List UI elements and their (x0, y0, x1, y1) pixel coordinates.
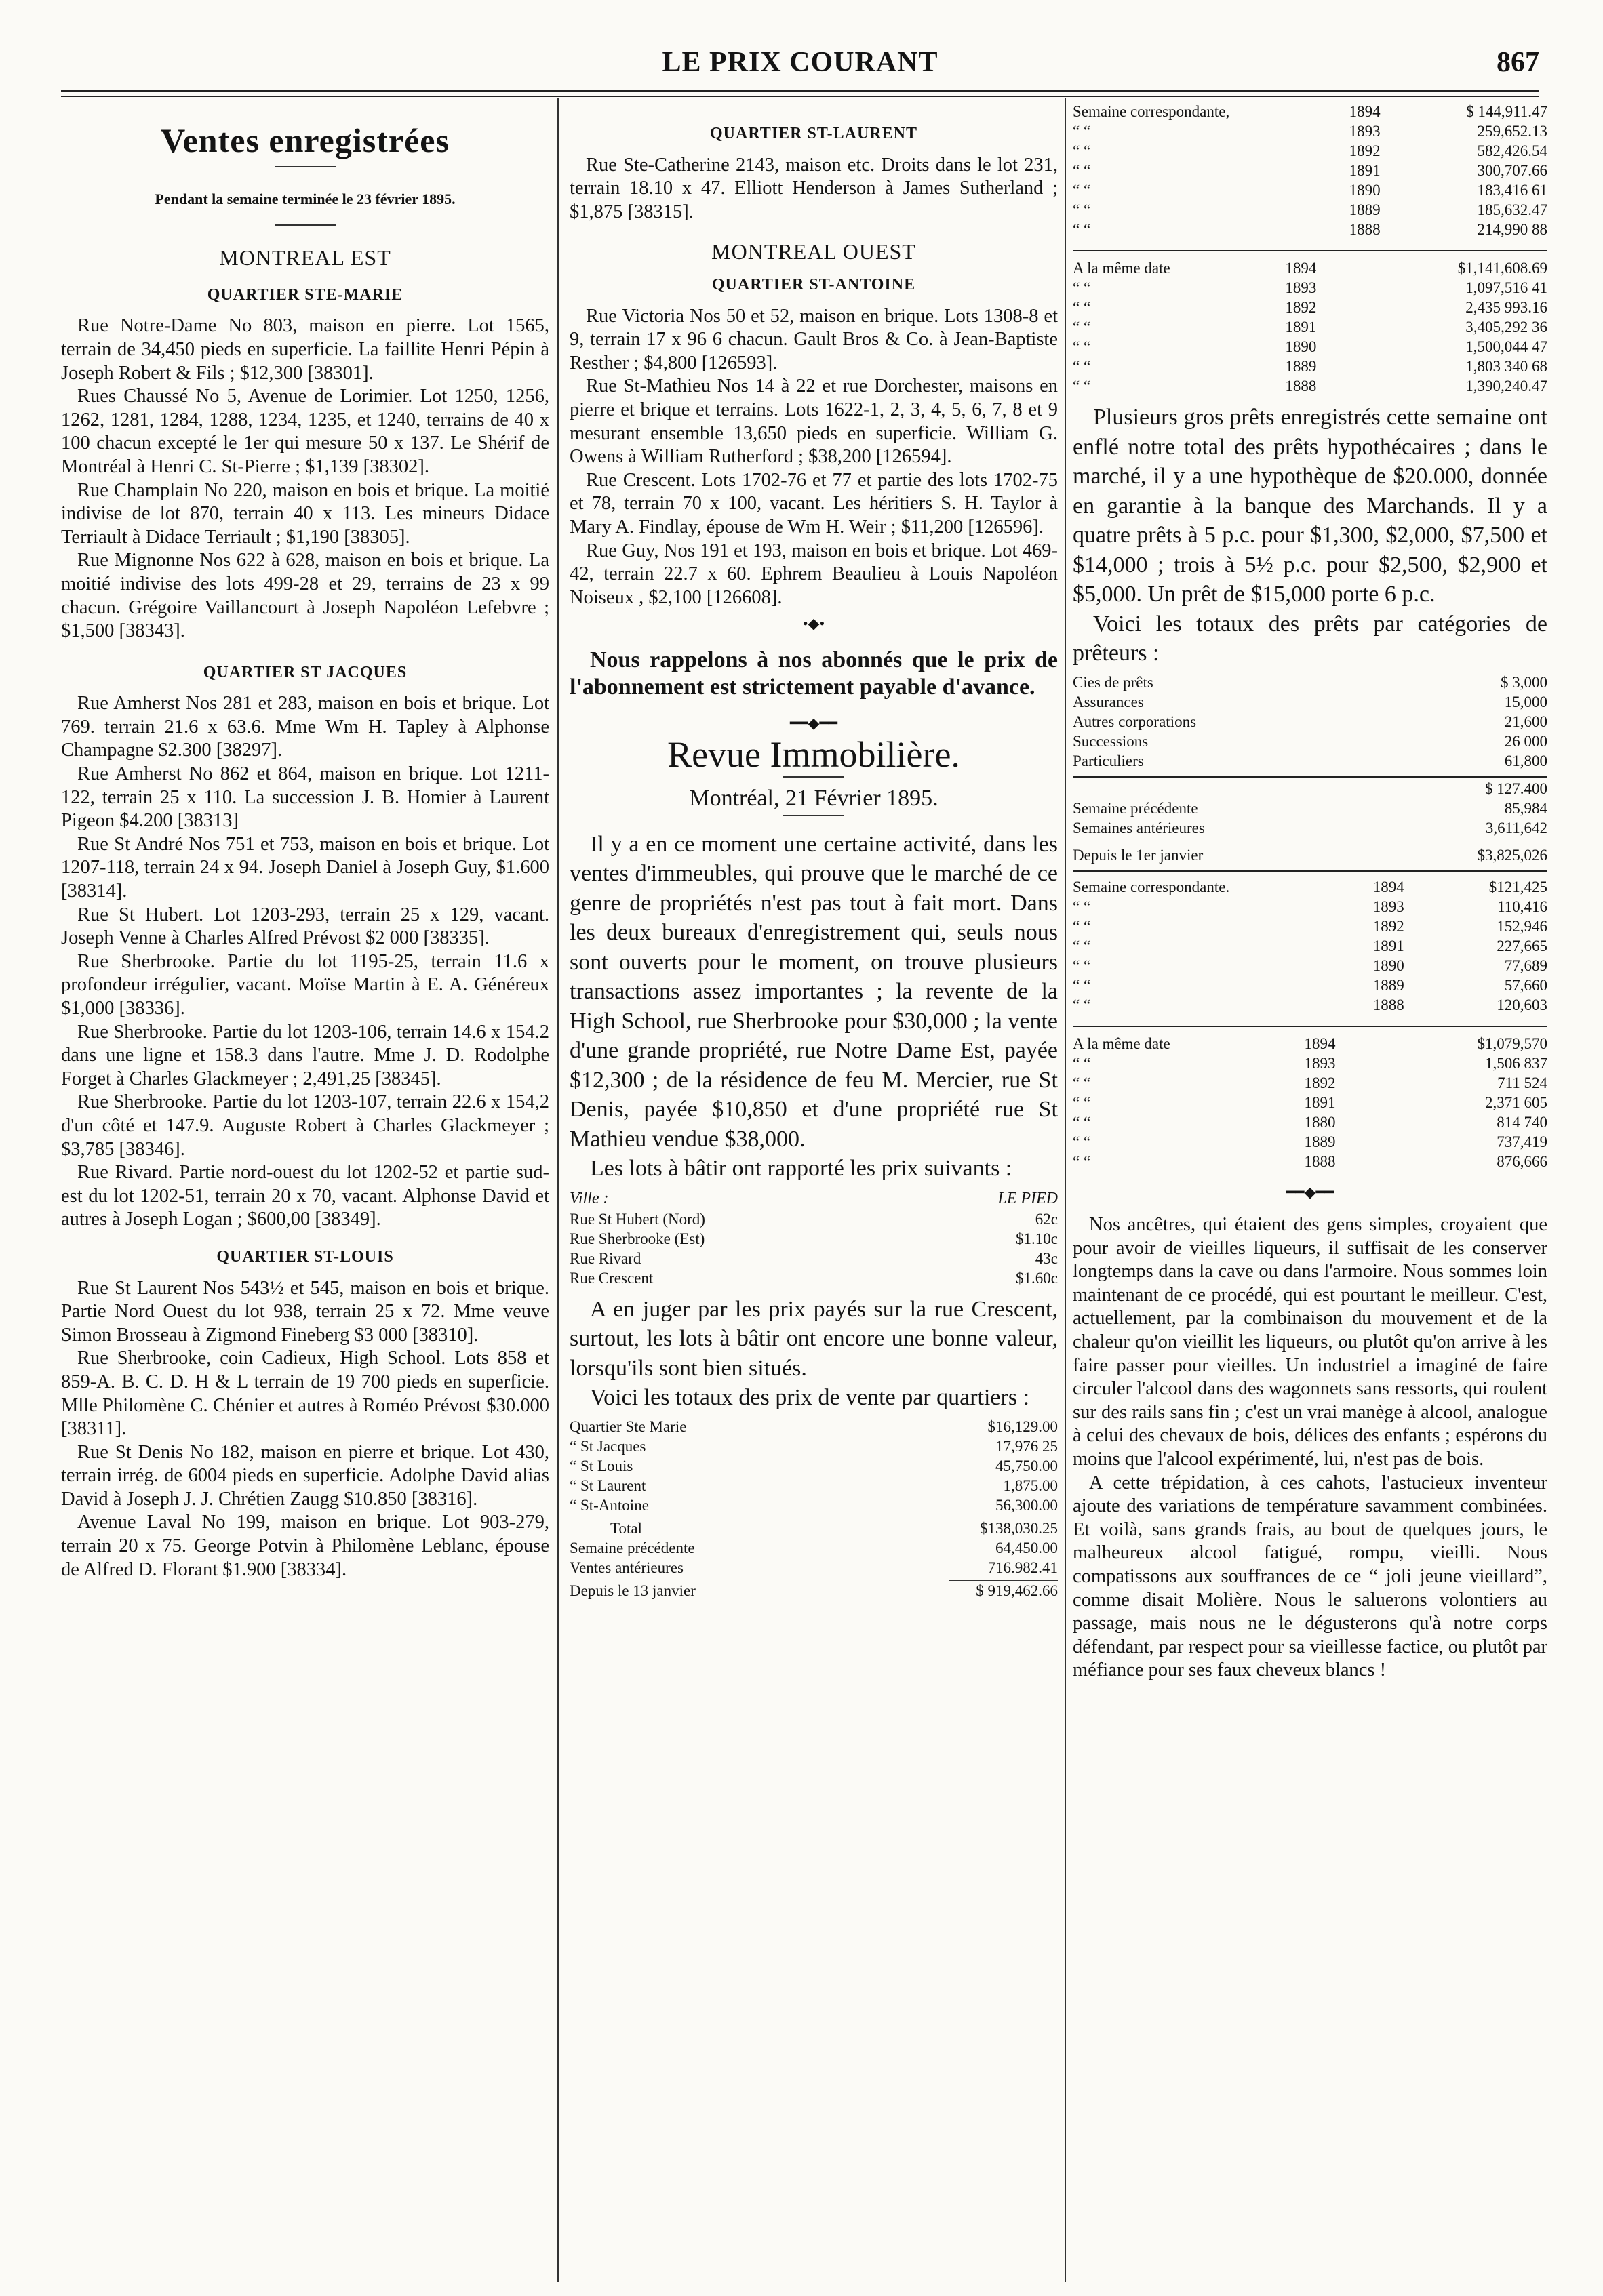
row-label: “ “ (1073, 279, 1091, 296)
row-value: 2,435 993.16 (1465, 299, 1547, 316)
total-row: Total $138,030.25 (610, 1519, 1058, 1537)
row-label: “ “ (1073, 182, 1091, 199)
entries-st-jacques (61, 692, 549, 1232)
row-label: “ “ (1073, 299, 1091, 316)
table-row (1073, 200, 1547, 220)
row-value: 120,603 (1497, 996, 1547, 1013)
quartier-st-laurent: QUARTIER ST-LAURENT (709, 125, 917, 142)
sale-entry: Rue Rivard. Partie nord-ouest du lot 1202-52 et partie sud-est du lot 1202-51, terrain 20 x 70, vacant. Alphonse David et autres à Joseph Logan ; $600,00 [38349]. (61, 1162, 549, 1230)
subscription-notice: Nous rappelons à nos abonnés que le prix de l'abonnement est strictement payable d'avance. (570, 647, 1058, 700)
table-row (1073, 1073, 1547, 1093)
row-value: $16,129.00 (987, 1417, 1058, 1435)
row-value: 259,652.13 (1477, 123, 1547, 140)
sale-entry: Rue Victoria Nos 50 et 52, maison en brique. Lots 1308-8 et 9, terrain 17 x 96 6 chacun. Gault Bros & Co. à Jean-Baptiste Resther ; $4,800 [126593]. (570, 305, 1058, 374)
row-label: A la même date (1073, 1034, 1170, 1052)
row-value: 57,660 (1504, 976, 1547, 994)
prets-meme-date-table (1073, 1034, 1547, 1171)
table-row (1073, 956, 1547, 975)
divider (1073, 1026, 1547, 1027)
header-rule (61, 90, 1539, 92)
table-row (570, 1249, 1058, 1268)
row-label: Autres corporations (1073, 712, 1197, 730)
semaine-precedente-row: Semaine précédente 64,450.00 (570, 1539, 1058, 1556)
table-row (1073, 102, 1547, 121)
row-label: Cies de prêts (1073, 673, 1153, 691)
row-value: 711 524 (1497, 1074, 1547, 1091)
table-row (1073, 917, 1547, 936)
row-year: 1892 (1285, 299, 1317, 316)
table-row (1073, 1152, 1547, 1171)
ville-header: Ville : (570, 1189, 908, 1209)
dateline: Montréal, 21 Février 1895. (689, 786, 938, 811)
row-value: $1,079,570 (1477, 1034, 1547, 1052)
prets-semaine-precedente-row: Semaine précédente 85,984 (1073, 799, 1547, 817)
row-year: 1891 (1349, 162, 1381, 179)
table-row (1073, 1112, 1547, 1132)
row-label: Successions (1073, 732, 1149, 750)
table-row (1073, 278, 1547, 298)
row-value: 2,371 605 (1485, 1093, 1547, 1111)
row-value: 62c (1035, 1210, 1058, 1228)
revue-paragraph-1: Il y a en ce moment une certaine activité, dans les ventes d'immeubles, qui prouve que le marché de ce genre de propriétés n'est pas tout à fait mort. Dans les deux bureaux d'enregistrement qui, seuls nous sont ouverts pour le moment, on trouve plusieurs transactions assez importantes ; la revente de la High School, rue Sherbrooke pour $30,000 ; la vente d'une grande propriété, rue Notre Dame Est, payée $12,300 ; de la résidence de feu M. Mercier, rue St Denis, payée $10,850 et d'une propriété rue St Mathieu vendue $38,000. (570, 831, 1058, 1152)
revue-paragraph-4: Voici les totaux des prix de vente par quartiers : (590, 1385, 1030, 1411)
row-value: 227,665 (1497, 937, 1547, 954)
row-year: 1891 (1304, 1093, 1336, 1111)
table-row (570, 1268, 1058, 1288)
row-value: 300,707.66 (1477, 162, 1547, 179)
column-3 (1073, 102, 1547, 1683)
row-value: 26 000 (1504, 732, 1547, 750)
row-label: Rue St Hubert (Nord) (570, 1210, 705, 1228)
row-year: 1888 (1349, 221, 1381, 238)
lot-price-table (570, 1189, 1058, 1288)
row-year: 1890 (1349, 182, 1381, 199)
section-montreal-est: MONTREAL EST (219, 245, 391, 270)
row-year: 1894 (1349, 103, 1381, 120)
row-year: 1890 (1372, 956, 1404, 974)
row-year: 1889 (1304, 1133, 1336, 1150)
quartier-summary-table (570, 1518, 1058, 1577)
row-value: 1,097,516 41 (1465, 279, 1547, 296)
row-value: 1,390,240.47 (1465, 378, 1547, 395)
table-row (1073, 1034, 1547, 1053)
entries-ste-marie (61, 315, 549, 643)
divider (275, 224, 336, 226)
lot-price-rows (570, 1209, 1058, 1288)
prets-depuis-table (1073, 845, 1547, 865)
row-value: 185,632.47 (1477, 201, 1547, 218)
sale-entry: Rue Sherbrooke. Partie du lot 1195-25, terrain 11.6 x profondeur irrégulier, vacant. Moïse Martin à E. A. Généreux $1,000 [38336]. (61, 950, 549, 1019)
sale-entry: Rue St André Nos 751 et 753, maison en bois et brique. Lot 1207-118, terrain 24 x 94. Joseph Daniel à Joseph Guy, $1.600 [38314]. (61, 833, 549, 902)
row-year: 1893 (1349, 123, 1381, 140)
row-label: “ “ (1073, 956, 1091, 974)
journal-title: LE PRIX COURANT (662, 47, 938, 78)
divider (1073, 870, 1547, 872)
row-label: “ “ (1073, 319, 1091, 336)
row-value: 21,600 (1504, 712, 1547, 730)
revue-title: Revue Immobilière. (667, 734, 960, 776)
row-value: 214,990 88 (1477, 221, 1547, 238)
table-row (1073, 161, 1547, 180)
row-label: “ “ (1073, 1074, 1091, 1091)
row-value: 43c (1035, 1249, 1058, 1267)
prets-semaines-anterieures-row: Semaines antérieures 3,611,642 (1073, 819, 1547, 837)
table-row (570, 1417, 1058, 1436)
table-row (1073, 141, 1547, 161)
table-row (1073, 1093, 1547, 1112)
ventes-semaine-correspondante-table (1073, 102, 1547, 239)
ventes-meme-date-table (1073, 258, 1547, 396)
row-value: $121,425 (1488, 878, 1547, 895)
quartier-st-jacques: QUARTIER ST JACQUES (203, 663, 408, 681)
row-value: 1,875.00 (1003, 1476, 1058, 1494)
ventes-anterieures-row: Ventes antérieures 716.982.41 (570, 1558, 1058, 1576)
row-label: “ “ (1073, 1133, 1091, 1150)
section-montreal-ouest: MONTREAL OUEST (711, 239, 916, 264)
row-year: 1888 (1372, 996, 1404, 1013)
table-row (1073, 995, 1547, 1015)
entries-st-antoine (570, 305, 1058, 610)
table-row (1073, 298, 1547, 317)
row-label: A la même date (1073, 260, 1170, 277)
row-value: 1,506 837 (1485, 1054, 1547, 1072)
ventes-subheading: Pendant la semaine terminée le 23 février 1895. (155, 190, 456, 207)
row-year: 1893 (1372, 898, 1404, 915)
row-label: “ “ (1073, 976, 1091, 994)
prets-depuis-row: Depuis le 1er janvier $3,825,026 (1073, 846, 1547, 864)
row-value: 17,976 25 (995, 1437, 1058, 1455)
column-divider-1 (557, 98, 559, 2282)
sale-entry: Avenue Laval No 199, maison en brique. Lot 903-279, terrain 20 x 75. George Potvin à Philomène Leblanc, épouse de Alfred D. Florant $1.900 [38334]. (61, 1512, 549, 1580)
row-value: 582,426.54 (1477, 142, 1547, 159)
sale-entry: Rue Sherbrooke. Partie du lot 1203-106, terrain 14.6 x 154.2 dans une ligne et 158.3 dans l'autre. Mme J. D. Rodolphe Forget à Charles Glackmeyer ; 2,491,25 [38345]. (61, 1021, 549, 1089)
quartier-st-antoine: QUARTIER ST-ANTOINE (711, 275, 916, 294)
table-row (1073, 376, 1547, 396)
table-row (1073, 897, 1547, 917)
sale-entry: Rue Notre-Dame No 803, maison en pierre. Lot 1565, terrain de 34,450 pieds en superficie. La faillite Henri Pépin à Joseph Robert & Fils ; $12,300 [38301]. (61, 315, 549, 384)
sale-entry: Rue Sherbrooke, coin Cadieux, High School. Lots 858 et 859-A. B. C. D. H & L terrain de 19 700 pieds en superficie. Mlle Philomène C. Chénier et autres à Roméo Prévost $30.000 [38311]. (61, 1348, 549, 1440)
sale-entry: Rue Ste-Catherine 2143, maison etc. Droits dans le lot 231, terrain 18.10 x 47. Elliott Henderson à James Sutherland ; $1,875 [38315]. (570, 154, 1058, 222)
quartier-totals-table (570, 1417, 1058, 1515)
row-label: Semaine correspondante, (1073, 103, 1230, 120)
prets-paragraph-2: Voici les totaux des prêts par catégories de prêteurs : (1073, 611, 1547, 666)
table-row (1073, 357, 1547, 376)
quartier-rows (570, 1417, 1058, 1515)
table-row (1073, 258, 1547, 278)
depuis-row: Depuis le 13 janvier $ 919,462.66 (570, 1582, 1058, 1599)
row-value: 1,500,044 47 (1465, 338, 1547, 355)
sale-entry: Rue Champlain No 220, maison en bois et brique. La moitié indivise de lot 870, terrain 40 x 113. Les mineurs Didace Terriault à Didace Terriault ; $1,190 [38305]. (61, 479, 549, 548)
row-value: 737,419 (1497, 1133, 1547, 1150)
row-value: $1.60c (1016, 1269, 1058, 1287)
column-divider-2 (1065, 98, 1066, 2282)
row-label: Rue Crescent (570, 1269, 654, 1287)
row-label: “ “ (1073, 917, 1091, 935)
row-label: “ St Jacques (570, 1437, 646, 1455)
row-year: 1888 (1304, 1152, 1336, 1170)
table-row (1073, 731, 1547, 751)
entries-st-louis (61, 1277, 549, 1582)
row-value: 56,300.00 (995, 1496, 1058, 1514)
divider (783, 776, 844, 778)
quartier-ste-marie: QUARTIER STE-MARIE (207, 285, 403, 304)
prets-total-row: $ 127.400 (1485, 780, 1547, 797)
row-year: 1880 (1304, 1113, 1336, 1131)
quartier-depuis-table (570, 1581, 1058, 1600)
row-value: 77,689 (1504, 956, 1547, 974)
row-value: 1,803 340 68 (1465, 358, 1547, 375)
row-value: 61,800 (1504, 752, 1547, 769)
sale-entry: Rue Mignonne Nos 622 à 628, maison en bois et brique. La moitié indivise des lots 499-28 et 29, terrains de 23 x 99 chacun. Grégoire Vaillancourt à Joseph Napoléon Lefebvre ; $1,500 [38343]. (61, 550, 549, 642)
sale-entry: Rue Sherbrooke. Partie du lot 1203-107, terrain 22.6 x 154,2 d'un côté et 147.9. Auguste Robert à Charles Glackmeyer ; $3,785 [38346]. (61, 1091, 549, 1160)
table-row (1073, 1132, 1547, 1152)
row-label: “ “ (1073, 201, 1091, 218)
row-label: “ “ (1073, 1152, 1091, 1170)
row-label: “ “ (1073, 996, 1091, 1013)
row-label: Rue Rivard (570, 1249, 641, 1267)
row-label: “ “ (1073, 937, 1091, 954)
table-row (1073, 877, 1547, 897)
row-value: $1.10c (1016, 1230, 1058, 1247)
sale-entry: Rue Crescent. Lots 1702-76 et 77 et partie des lots 1702-75 et 78, terrain 70 x 100, vacant. Les héritiers S. H. Taylor à Mary A. Findlay, épouse de Wm H. Weir ; $11,200 [126596]. (570, 469, 1058, 538)
row-label: “ “ (1073, 221, 1091, 238)
row-year: 1889 (1349, 201, 1381, 218)
sale-entry: Rue Guy, Nos 191 et 193, maison en bois et brique. Lot 469-42, terrain 22.7 x 60. Ephrem Beaulieu à Louis Napoléon Noiseux , $2,100 [126608]. (570, 540, 1058, 608)
divider (1073, 776, 1547, 778)
row-year: 1892 (1372, 917, 1404, 935)
row-value: $ 3,000 (1501, 673, 1547, 691)
divider (1073, 250, 1547, 251)
row-year: 1888 (1285, 378, 1317, 395)
row-year: 1892 (1349, 142, 1381, 159)
revue-paragraph-3: A en juger par les prix payés sur la rue Crescent, surtout, les lots à bâtir ont encore une bonne valeur, lorsqu'ils sont bien situés. (570, 1296, 1058, 1381)
revue-paragraph-2: Les lots à bâtir ont rapporté les prix suivants : (590, 1156, 1012, 1182)
row-value: 183,416 61 (1477, 182, 1547, 199)
ventes-heading: Ventes enregistrées (161, 121, 450, 159)
sale-entry: Rues Chaussé No 5, Avenue de Lorimier. Lot 1250, 1256, 1262, 1281, 1284, 1288, 1234, 1235, et 1240, terrains de 40 x 100 chacun excepté le 1er qui mesure 50 x 137. Le Shérif de Montréal à Henri C. St-Pierre ; $1,139 [38302]. (61, 386, 549, 477)
story-paragraph-1: Nos ancêtres, qui étaient des gens simples, croyaient que pour avoir de vieilles liqueurs, il suffisait de les conserver longtemps dans la cave ou dans l'armoire. Nous sommes loin maintenant de ce procédé, qui est pourtant le meilleur. C'est, actuellement, par la combinaison du mouvement et de la chaleur qu'on vieillit les liqueurs, ou plutôt qu'on arrive à les faire passer pour vieilles. Un industriel a imaginé de faire circuler l'alcool dans des wagonnets sans ressorts, qui roulent sur des rails sans fin ; c'est un vrai manège à alcool, analogue à celui des chevaux de bois, délices des enfants ; espérons du moins que l'alcool expérimenté, lui, n'est pas de bois. (1073, 1214, 1547, 1470)
table-row (1073, 751, 1547, 771)
row-year: 1889 (1372, 976, 1404, 994)
table-row (1073, 712, 1547, 731)
row-label: “ “ (1073, 358, 1091, 375)
row-label: “ “ (1073, 898, 1091, 915)
row-label: “ “ (1073, 142, 1091, 159)
sale-entry: Rue St Laurent Nos 543½ et 545, maison en bois et brique. Partie Nord Ouest du lot 938, terrain 25 x 72. Mme veuve Simon Brosseau à Zigmond Fineberg $3 000 [38310]. (61, 1277, 549, 1346)
quartier-st-louis: QUARTIER ST-LOUIS (216, 1247, 394, 1266)
running-header (61, 46, 1539, 87)
row-year: 1891 (1285, 319, 1317, 336)
row-label: Rue Sherbrooke (Est) (570, 1230, 705, 1247)
row-year: 1894 (1372, 878, 1404, 895)
divider (783, 815, 844, 816)
row-label: “ “ (1073, 1054, 1091, 1072)
prets-paragraph-1: Plusieurs gros prêts enregistrés cette semaine ont enflé notre total des prêts hypothécaires ; dans le marché, il y a une hypothèque de $20.000, donnée en garantie à la banque des Marchands. Il y a quatre prêts à 5 p.c. pour $1,300, $2,000, $7,500 et $14,000 ; trois à 5½ p.c. pour $2,500, $2,900 et $5,000. Un prêt de $15,000 porte 6 p.c. (1073, 405, 1547, 607)
table-row (1073, 337, 1547, 357)
sale-entry: Rue St Denis No 182, maison en pierre et brique. Lot 430, terrain irrég. de 6004 pieds en superficie. Adolphe David alias David à Joseph J. J. Chrétien Zaugg $10.850 [38316]. (61, 1441, 549, 1510)
row-value: 876,666 (1497, 1152, 1547, 1170)
table-row (570, 1456, 1058, 1476)
row-label: Quartier Ste Marie (570, 1417, 687, 1435)
row-year: 1893 (1304, 1054, 1336, 1072)
row-value: $1,141,608.69 (1457, 260, 1547, 277)
entries-st-laurent (570, 154, 1058, 224)
row-label: “ St Louis (570, 1457, 633, 1474)
row-label: “ “ (1073, 1113, 1091, 1131)
row-label: Semaine correspondante. (1073, 878, 1230, 895)
row-label: “ “ (1073, 338, 1091, 355)
sale-entry: Rue St Hubert. Lot 1203-293, terrain 25 x 129, vacant. Joseph Venne à Charles Alfred Prévost $2 000 [38335]. (61, 904, 549, 949)
table-row (1073, 317, 1547, 337)
row-year: 1891 (1372, 937, 1404, 954)
table-row (1073, 121, 1547, 141)
story-paragraph-2: A cette trépidation, à ces cahots, l'astucieux inventeur ajoute des variations de température savamment combinées. Et voilà, sans grands frais, au bout de quelques jours, le malheureux alcool fatigué, rompu, vieilli. Nous compatissons aux souffrances de ce “ joli jeune vieillard”, comme disait Molière. Nous le saluerons volontiers au passage, mais nous ne le dégusterons qu'à notre corps défendant, par respect pour sa vieillesse factice, ou plutôt par méfiance pour ses faux cheveux blancs ! (1073, 1472, 1547, 1681)
row-value: 814 740 (1497, 1113, 1547, 1131)
row-year: 1892 (1304, 1074, 1336, 1091)
prets-summary-table (1073, 779, 1547, 838)
row-label: “ “ (1073, 1093, 1091, 1111)
sale-entry: Rue St-Mathieu Nos 14 à 22 et rue Dorchester, maisons en pierre et brique et terrains. Lots 1622-1, 2, 3, 4, 5, 6, 7, 8 et 9 mesurant ensemble 13,650 pieds en superficie. William G. Owens à William Rutherford ; $38,200 [126594]. (570, 376, 1058, 468)
row-value: 15,000 (1504, 693, 1547, 710)
table-row (1073, 672, 1547, 692)
table-row (570, 1229, 1058, 1249)
column-2 (570, 102, 1058, 1600)
row-label: “ “ (1073, 162, 1091, 179)
row-label: “ “ (1073, 123, 1091, 140)
table-row (1073, 1053, 1547, 1073)
prets-categories-table (1073, 672, 1547, 771)
row-label: Particuliers (1073, 752, 1144, 769)
ornament-divider: ━━◆━━ (1286, 1183, 1334, 1201)
sale-entry: Rue Amherst No 862 et 864, maison en brique. Lot 1211-122, terrain 25 x 110. La succession J. B. Homier à Laurent Pigeon $4.200 [38313] (61, 763, 549, 832)
row-value: $ 144,911.47 (1466, 103, 1547, 120)
row-year: 1890 (1285, 338, 1317, 355)
prets-semaine-correspondante-table (1073, 877, 1547, 1015)
pied-header: LE PIED (908, 1189, 1058, 1209)
row-label: “ “ (1073, 378, 1091, 395)
ornament-divider: ━━◆━━ (790, 714, 837, 731)
row-label: “ St Laurent (570, 1476, 646, 1494)
table-row (570, 1436, 1058, 1456)
row-value: 3,405,292 36 (1465, 319, 1547, 336)
row-value: 152,946 (1497, 917, 1547, 935)
table-row (1073, 936, 1547, 956)
row-year: 1894 (1285, 260, 1317, 277)
divider (275, 166, 336, 167)
table-row (570, 1476, 1058, 1495)
table-row (1073, 692, 1547, 712)
table-row (1073, 975, 1547, 995)
table-row (570, 1495, 1058, 1515)
ornament-divider: •◆• (802, 615, 825, 632)
table-row (570, 1209, 1058, 1229)
header-rule-thin (61, 96, 1539, 97)
row-year: 1889 (1285, 358, 1317, 375)
row-year: 1893 (1285, 279, 1317, 296)
table-row (1073, 220, 1547, 239)
column-1 (61, 102, 549, 1582)
row-label: “ St-Antoine (570, 1496, 649, 1514)
page-number: 867 (1497, 47, 1539, 78)
row-value: 110,416 (1497, 898, 1547, 915)
table-row (1073, 180, 1547, 200)
sale-entry: Rue Amherst Nos 281 et 283, maison en bois et brique. Lot 769. terrain 21.6 x 63.6. Mme Wm H. Tapley à Alphonse Champagne $2.300 [38297]. (61, 693, 549, 761)
row-year: 1894 (1304, 1034, 1336, 1052)
row-label: Assurances (1073, 693, 1144, 710)
row-value: 45,750.00 (995, 1457, 1058, 1474)
